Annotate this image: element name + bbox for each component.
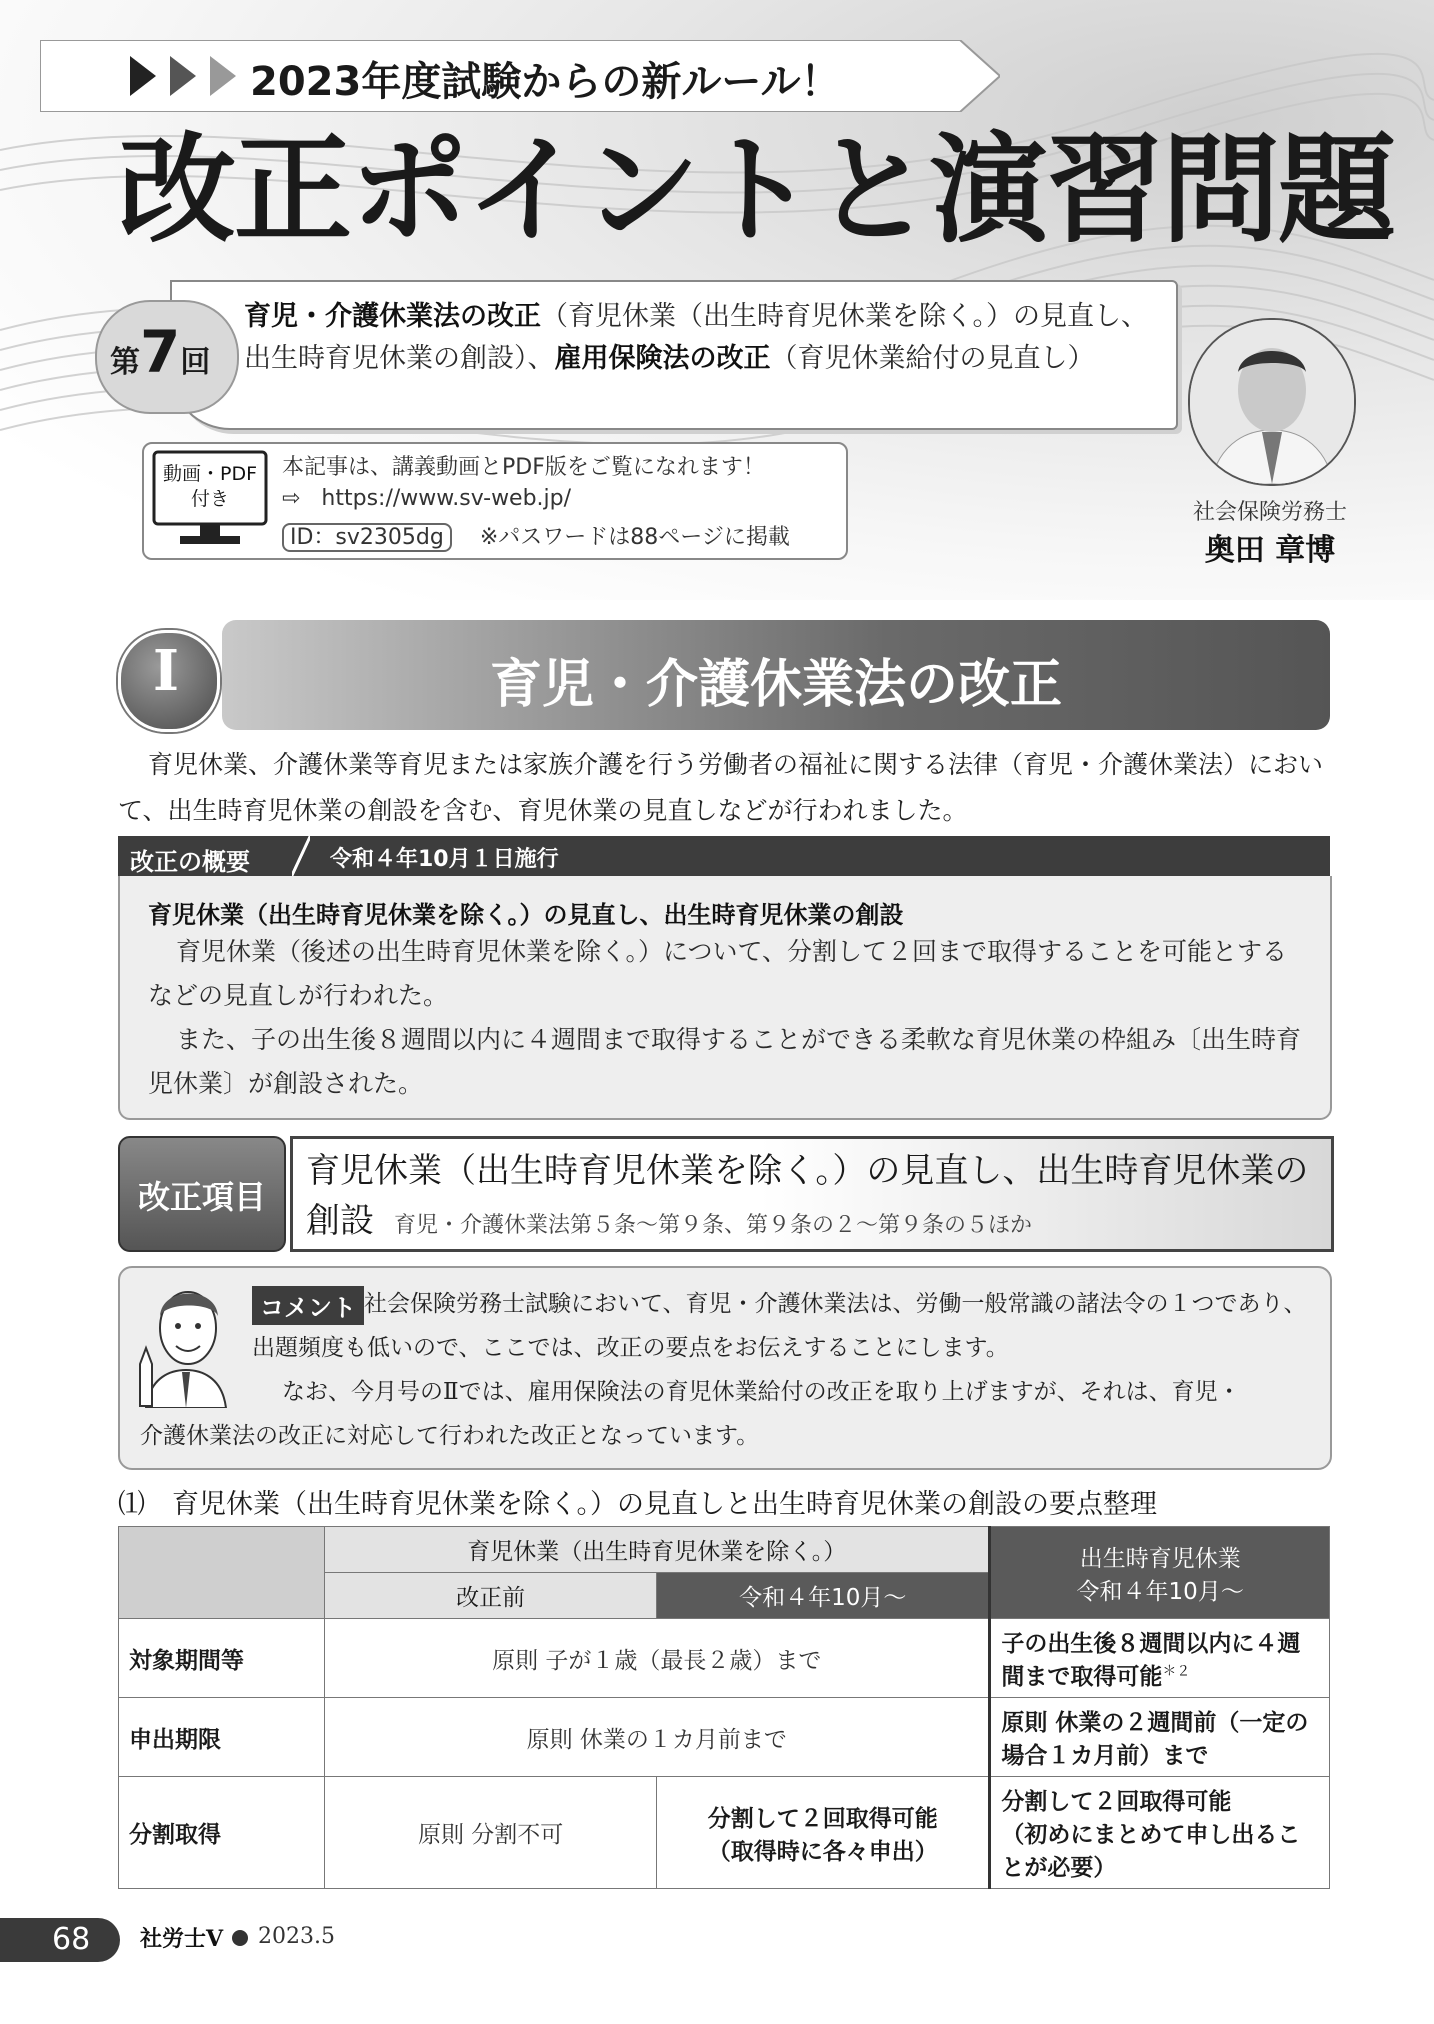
- author-photo: [1188, 318, 1356, 486]
- teacher-avatar-icon: [132, 1276, 240, 1408]
- overview-heading: 育児休業（出生時育児休業を除く。）の見直し、出生時育児休業の創設: [148, 901, 904, 929]
- table-header-row: [119, 1527, 1330, 1573]
- bullet-icon: [232, 1930, 248, 1946]
- row-label: 分割取得: [119, 1777, 325, 1889]
- section-title: 育児・介護休業法の改正: [489, 655, 1062, 715]
- revision-item-articles: 育児・介護休業法第５条〜第９条、第９条の２〜第９条の５ほか: [394, 1213, 1033, 1238]
- table-row: [119, 1777, 1330, 1889]
- col-group-header: 育児休業（出生時育児休業を除く。）: [325, 1527, 990, 1573]
- episode-description: 育児・介護休業法の改正（育児休業（出生時育児休業を除く。）の見直し、出生時育児休業の創設）、雇用保険法の改正（育児休業給付の見直し）: [244, 301, 1148, 374]
- person-photo-icon: [1190, 320, 1354, 484]
- pdf-info-line: 本記事は、講義動画とPDF版をご覧になれます！: [282, 455, 765, 480]
- page-number: 68: [52, 1922, 91, 1957]
- comment-text-cont: 介護休業法の改正に対応して行われた改正となっています。: [140, 1423, 760, 1449]
- row-new-cell: 原則 休業の２週間前（一定の場合１カ月前）まで: [990, 1698, 1330, 1777]
- row-label: 対象期間等: [119, 1619, 325, 1698]
- overview-date: 令和４年10月１日施行: [330, 847, 559, 872]
- col-new-header: 出生時育児休業 令和４年10月〜: [990, 1527, 1330, 1619]
- pdf-id: ID：sv2305dg: [282, 523, 452, 552]
- row-common-cell: 原則 休業の１カ月前まで: [325, 1698, 990, 1777]
- section-number: I: [152, 638, 180, 704]
- password-note: ※パスワードは88ページに掲載: [479, 525, 790, 550]
- comment-text: 社会保険労務士試験において、育児・介護休業法は、労働一般常識の諸法令の１つであり、出題頻度も低いので、ここでは、改正の要点をお伝えすることにします。 なお、今月号のⅡでは、雇用保険法の育児休業給付の改正を取り上げますが、それは、育児・: [252, 1291, 1307, 1405]
- overview-paragraph: また、子の出生後８週間以内に４週間まで取得することができる柔軟な育児休業の枠組み〔出生時育児休業〕が創設された。: [148, 1025, 1302, 1098]
- row-new-cell: 子の出生後８週間以内に４週間まで取得可能$^{*2}$: [990, 1619, 1330, 1698]
- row-new-cell: 分割して２回取得可能 （初めにまとめて申し出ることが必要）: [990, 1777, 1330, 1889]
- comment-label: コメント: [252, 1286, 364, 1325]
- monitor-label: 動画・PDF付き: [162, 463, 258, 510]
- slash-divider: [292, 836, 310, 876]
- table-row: [119, 1619, 1330, 1698]
- revision-item-label: 改正項目: [137, 1178, 266, 1216]
- overview-paragraph: 育児休業（後述の出生時育児休業を除く。）について、分割して２回まで取得することを可能とするなどの見直しが行われた。: [148, 937, 1288, 1010]
- row-after-cell: 分割して２回取得可能 （取得時に各々申出）: [657, 1777, 990, 1889]
- section-intro: 育児休業、介護休業等育児または家族介護を行う労働者の福祉に関する法律（育児・介護休業法）において、出生時育児休業の創設を含む、育児休業の見直しなどが行われました。: [118, 750, 1324, 825]
- table-row: [119, 1698, 1330, 1777]
- episode-number: 第7回: [110, 318, 211, 386]
- magazine-name: 社労士V: [140, 1926, 224, 1952]
- row-common-cell: 原則 子が１歳（最長２歳）まで: [325, 1619, 990, 1698]
- col-after-header: 令和４年10月〜: [657, 1573, 990, 1619]
- arrow-icon: ⇨: [282, 486, 301, 511]
- top-banner: [40, 40, 1000, 112]
- table-heading: ⑴ 育児休業（出生時育児休業を除く。）の見直しと出生時育児休業の創設の要点整理: [118, 1489, 1157, 1520]
- pdf-url-link[interactable]: https://www.sv-web.jp/: [321, 486, 572, 511]
- row-label: 申出期限: [119, 1698, 325, 1777]
- revision-item-title: 育児休業（出生時育児休業を除く。）の見直し、出生時育児休業の創設 育児・介護休業法第５条〜第９条、第９条の２〜第９条の５ほか: [306, 1151, 1309, 1241]
- pdf-url-line: [282, 486, 571, 511]
- overview-label: 改正の概要: [130, 848, 250, 876]
- author-role: 社会保険労務士: [1192, 500, 1347, 525]
- col-before-header: 改正前: [325, 1573, 657, 1619]
- summary-table: [118, 1526, 1330, 1889]
- pdf-id-line: [282, 520, 790, 551]
- table-corner: [119, 1527, 325, 1619]
- row-before-cell: 原則 分割不可: [325, 1777, 657, 1889]
- main-title: 改正ポイントと演習問題: [118, 121, 1395, 259]
- overview-body: [148, 930, 1308, 1106]
- issue-date: 2023.5: [258, 1924, 335, 1949]
- banner-text: 2023年度試験からの新ルール！: [250, 59, 841, 105]
- author-name: 奥田 章博: [1204, 533, 1336, 568]
